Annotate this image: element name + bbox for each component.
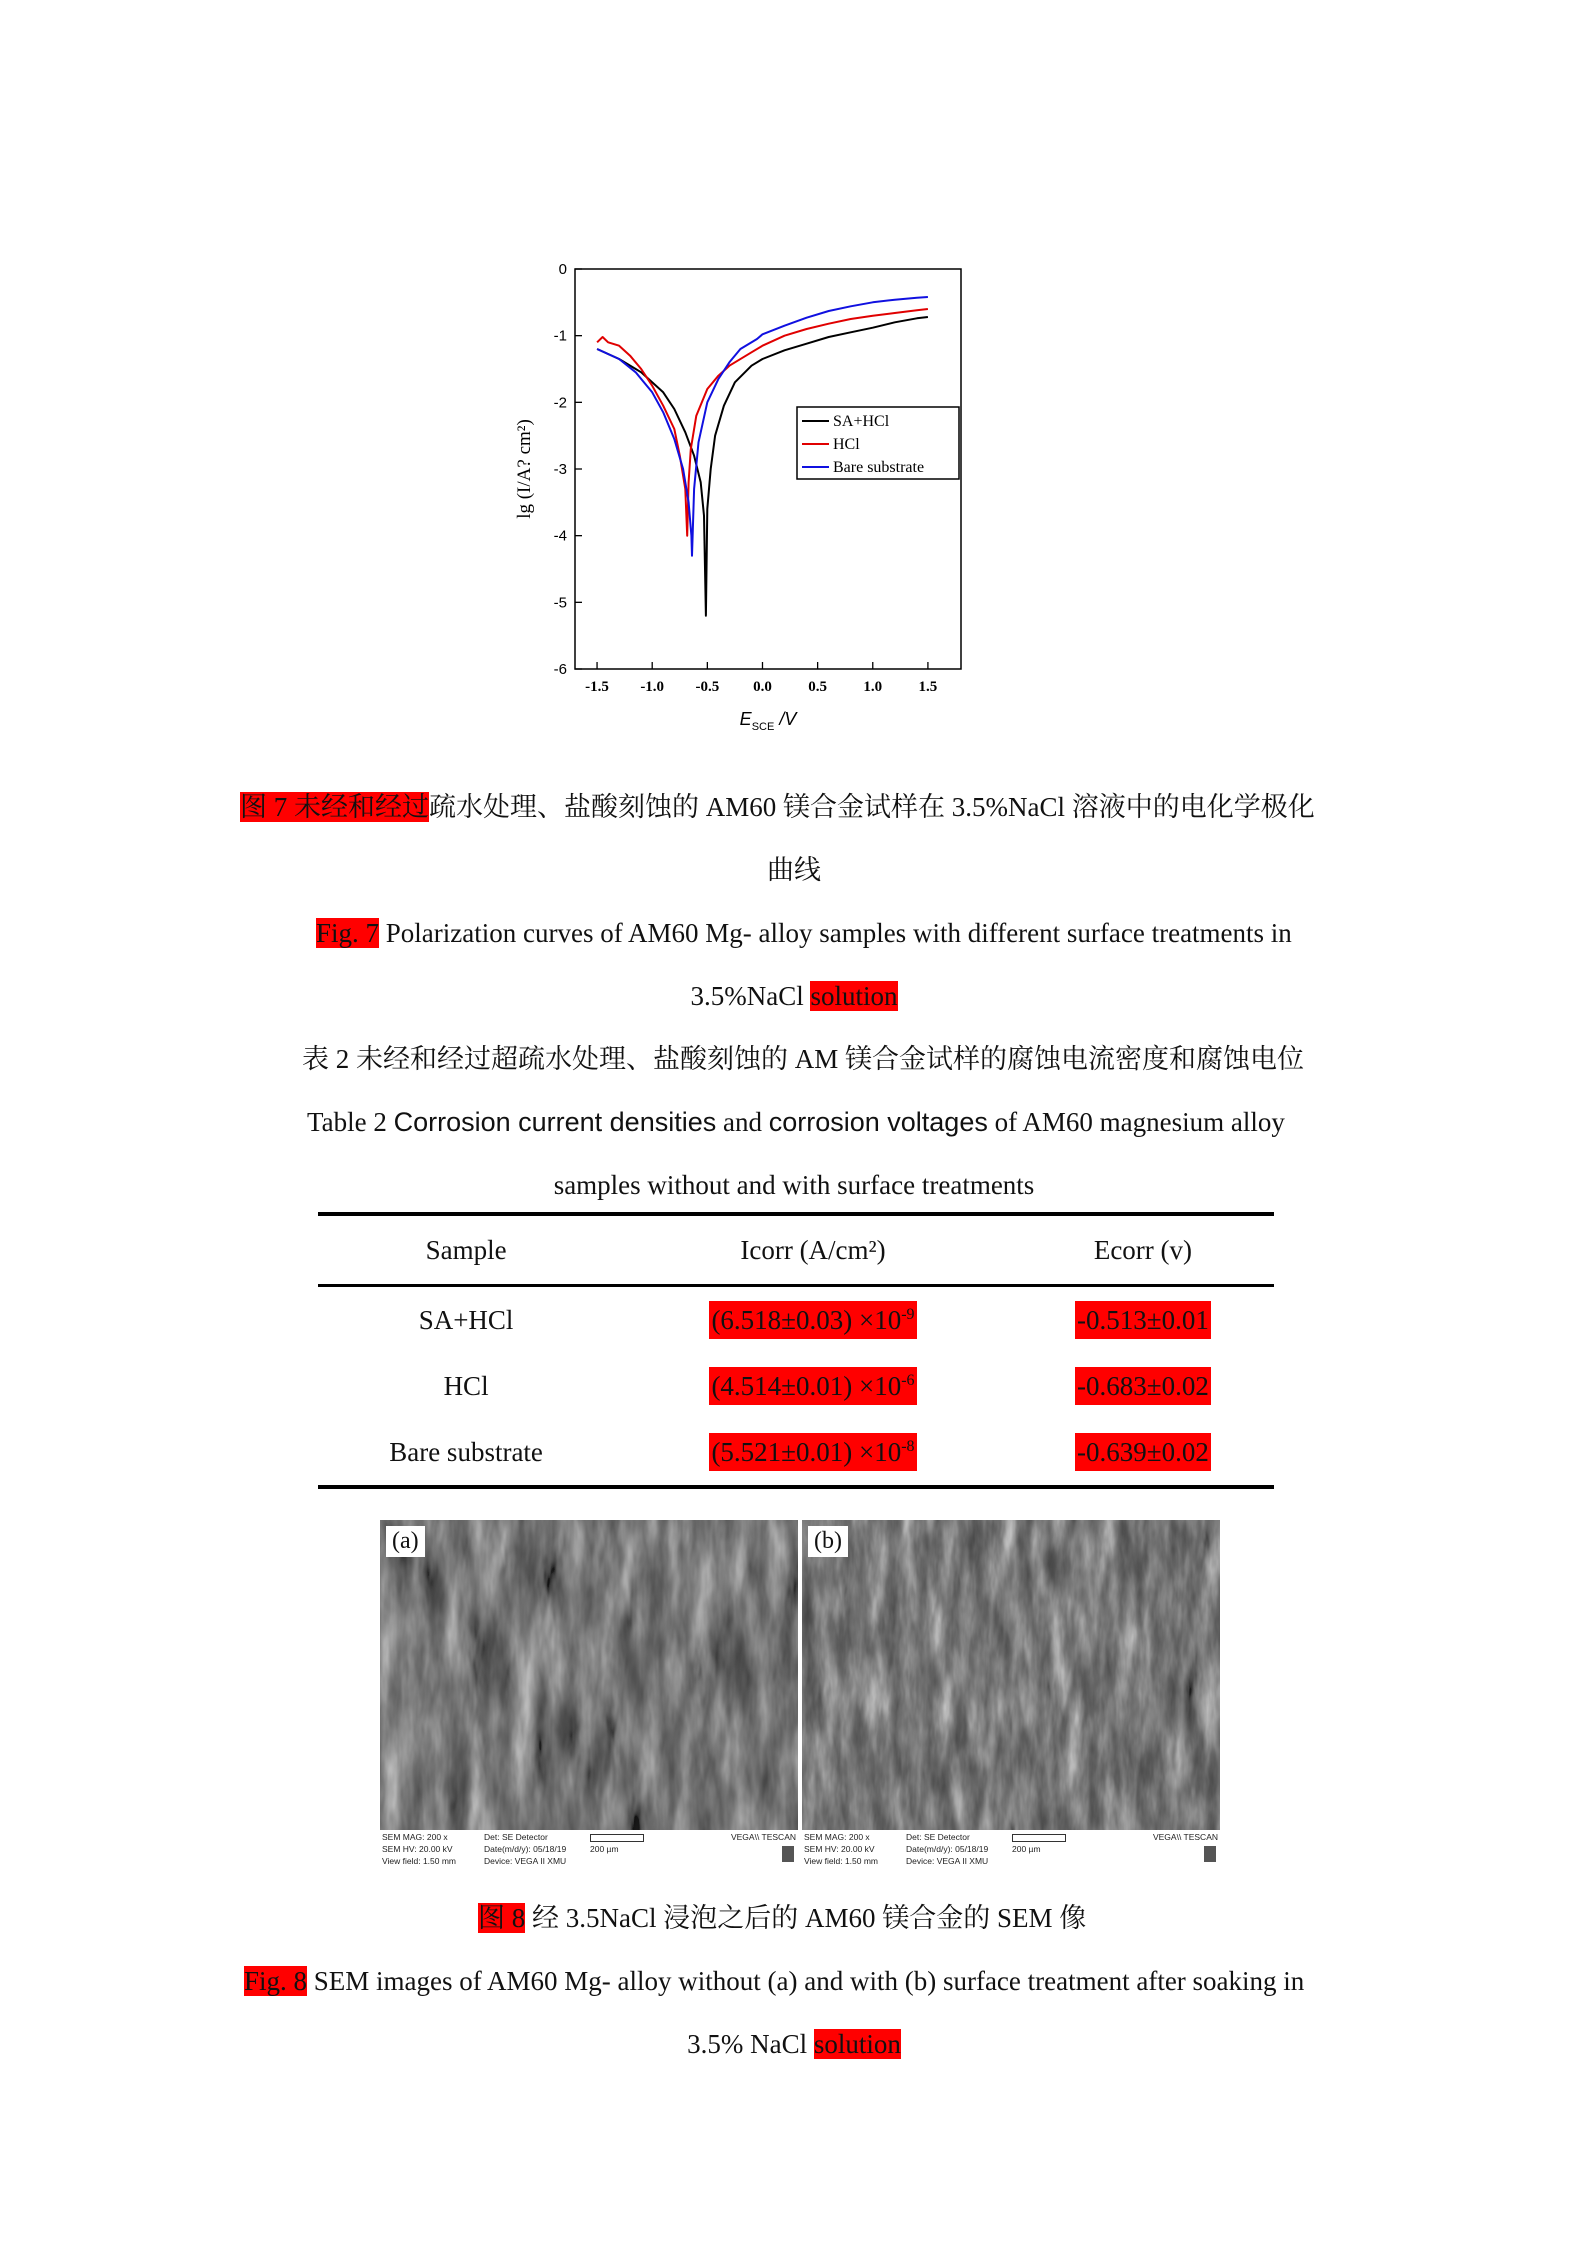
polarization-chart: [490, 250, 1130, 740]
y-tick-label: -4: [553, 527, 567, 545]
sem-det: Det: SE Detector: [484, 1832, 548, 1842]
y-axis-label: lg (I/A? cm²): [514, 419, 535, 519]
cell-ecorr: -0.513±0.01: [1012, 1286, 1274, 1354]
fig7-en-line2-highlight: solution: [810, 981, 898, 1011]
fig8-en-line2-highlight: solution: [813, 2029, 901, 2059]
fig8-en-highlight: Fig. 8: [244, 1966, 308, 1996]
y-tick-label: -6: [553, 661, 567, 678]
x-tick-label: -1.0: [640, 679, 665, 695]
y-axis-ticks: [554, 261, 582, 678]
cell-ecorr: -0.639±0.02: [1012, 1419, 1274, 1487]
fig8-cn-highlight: 图 8: [478, 1903, 526, 1933]
table2-en-a: Table 2: [307, 1107, 394, 1137]
table-row: [318, 1286, 1274, 1354]
table2-caption-en-line2: samples without and with surface treatments: [553, 1170, 1035, 1200]
table2-en-e: of AM60 magnesium alloy: [987, 1107, 1285, 1137]
sem-field: View field: 1.50 mm: [382, 1856, 457, 1866]
cell-sample: SA+HCl: [418, 1304, 514, 1335]
table2-en-d: corrosion voltages: [768, 1107, 988, 1137]
header-sample: Sample: [318, 1214, 614, 1286]
sem-field: View field: 1.50 mm: [804, 1856, 879, 1866]
fig7-en-text: Polarization curves of AM60 Mg- alloy samples with different surface treatments in: [379, 918, 1292, 948]
cell-icorr: $(4.514\pm 0.01) \times 10^{-6}$: [614, 1353, 1012, 1419]
header-ecorr: Ecorr (v): [1012, 1214, 1274, 1286]
sem-device: Device: VEGA II XMU: [484, 1856, 567, 1866]
x-axis-label: $E_{SCE}$ /V: [739, 709, 797, 733]
sem-scale: 200 µm: [590, 1844, 619, 1854]
sem-mag: SEM MAG: 200 x: [804, 1832, 870, 1842]
x-tick-label: -1.5: [585, 679, 609, 695]
sem-texture-a: [380, 1520, 798, 1870]
legend-label-bare: Bare substrate: [833, 459, 925, 476]
table2-en-c: and: [716, 1107, 769, 1137]
table2-en-b: Corrosion current densities: [393, 1107, 717, 1137]
sem-image-b: [802, 1520, 1220, 1870]
legend-label-sa-hcl: SA+HCl: [833, 413, 890, 430]
sem-mag: SEM MAG: 200 x: [382, 1832, 448, 1842]
sem-scale-bar: [1012, 1834, 1066, 1842]
sem-hv: SEM HV: 20.00 kV: [382, 1844, 453, 1854]
fig8-caption-cn: [478, 1900, 1086, 1936]
sem-date: Date(m/d/y): 05/18/19: [906, 1844, 989, 1854]
legend: [797, 407, 959, 479]
x-axis-ticks: [585, 662, 937, 695]
sem-info-bar-b: [802, 1830, 1220, 1870]
sem-hv: SEM HV: 20.00 kV: [804, 1844, 875, 1854]
fig7-caption-cn-line1: [240, 789, 1315, 825]
fig7-en-highlight: Fig. 7: [316, 918, 380, 948]
table2-caption-en-line1: [307, 1104, 1285, 1140]
x-tick-label: 0.0: [753, 679, 772, 695]
sem-texture-b: [802, 1520, 1220, 1870]
fig7-caption-cn-line2: 曲线: [767, 855, 821, 885]
sem-logo-icon: [782, 1846, 794, 1862]
y-tick-label: 0: [558, 261, 567, 278]
sem-det: Det: SE Detector: [906, 1832, 970, 1842]
cell-icorr: $(6.518\pm 0.03) \times 10^{-9}$: [614, 1286, 1012, 1354]
legend-label-hcl: HCl: [833, 436, 860, 453]
sem-image-a: [380, 1520, 798, 1870]
x-tick-label: 0.5: [808, 679, 828, 695]
sem-info-bar-a: [380, 1830, 798, 1870]
fig8-caption-en-line2: [0, 2026, 1588, 2062]
sem-date: Date(m/d/y): 05/18/19: [484, 1844, 567, 1854]
x-tick-label: -0.5: [695, 679, 720, 695]
fig8-en-text: SEM images of AM60 Mg- alloy without (a) and with (b) surface treatment after soaking in: [307, 1966, 1305, 1996]
table2-caption-cn: 表 2 未经和经过超疏水处理、盐酸刻蚀的 AM 镁合金试样的腐蚀电流密度和腐蚀电位: [302, 1044, 1305, 1074]
fig8-caption-en-line1: [244, 1963, 1304, 1999]
cell-sample: Bare substrate: [318, 1419, 614, 1487]
fig7-cn-text: 疏水处理、盐酸刻蚀的 AM60 镁合金试样在 3.5%NaCl 溶液中的电化学极化: [429, 792, 1315, 822]
fig7-cn-highlight: 图 7 未经和经过: [240, 792, 429, 822]
fig8-en-line2-text: 3.5% NaCl: [687, 2029, 814, 2059]
sem-logo-icon: [1204, 1846, 1216, 1862]
fig7-en-line2-text: 3.5%NaCl: [690, 981, 811, 1011]
header-icorr: Icorr (A/cm²): [614, 1214, 1012, 1286]
fig7-caption-en-line1: [316, 915, 1292, 951]
cell-icorr: $(5.521\pm 0.01) \times 10^{-8}$: [614, 1419, 1012, 1487]
y-tick-label: -5: [553, 594, 567, 612]
y-tick-label: -3: [553, 461, 567, 478]
table-header-row: [318, 1214, 1274, 1286]
sem-scale-bar: [590, 1834, 644, 1842]
sem-panel-label-b: (b): [808, 1526, 848, 1557]
fig7-caption-en-line2: [0, 978, 1588, 1014]
corrosion-table: [318, 1212, 1274, 1489]
table-row: [318, 1419, 1274, 1487]
fig8-cn-text: 经 3.5NaCl 浸泡之后的 AM60 镁合金的 SEM 像: [525, 1903, 1087, 1933]
sem-panel-label-a: (a): [386, 1526, 425, 1557]
sem-device: Device: VEGA II XMU: [906, 1856, 989, 1866]
y-tick-label: -1: [553, 327, 567, 345]
y-tick-label: -2: [553, 394, 567, 412]
cell-ecorr: -0.683±0.02: [1012, 1353, 1274, 1419]
sem-brand: VEGA\\ TESCAN: [1152, 1832, 1218, 1842]
table-row: [318, 1353, 1274, 1419]
x-tick-label: 1.0: [863, 679, 883, 695]
sem-scale: 200 µm: [1012, 1844, 1041, 1854]
sem-brand: VEGA\\ TESCAN: [730, 1832, 796, 1842]
cell-sample: HCl: [443, 1370, 489, 1401]
x-tick-label: 1.5: [918, 679, 938, 695]
